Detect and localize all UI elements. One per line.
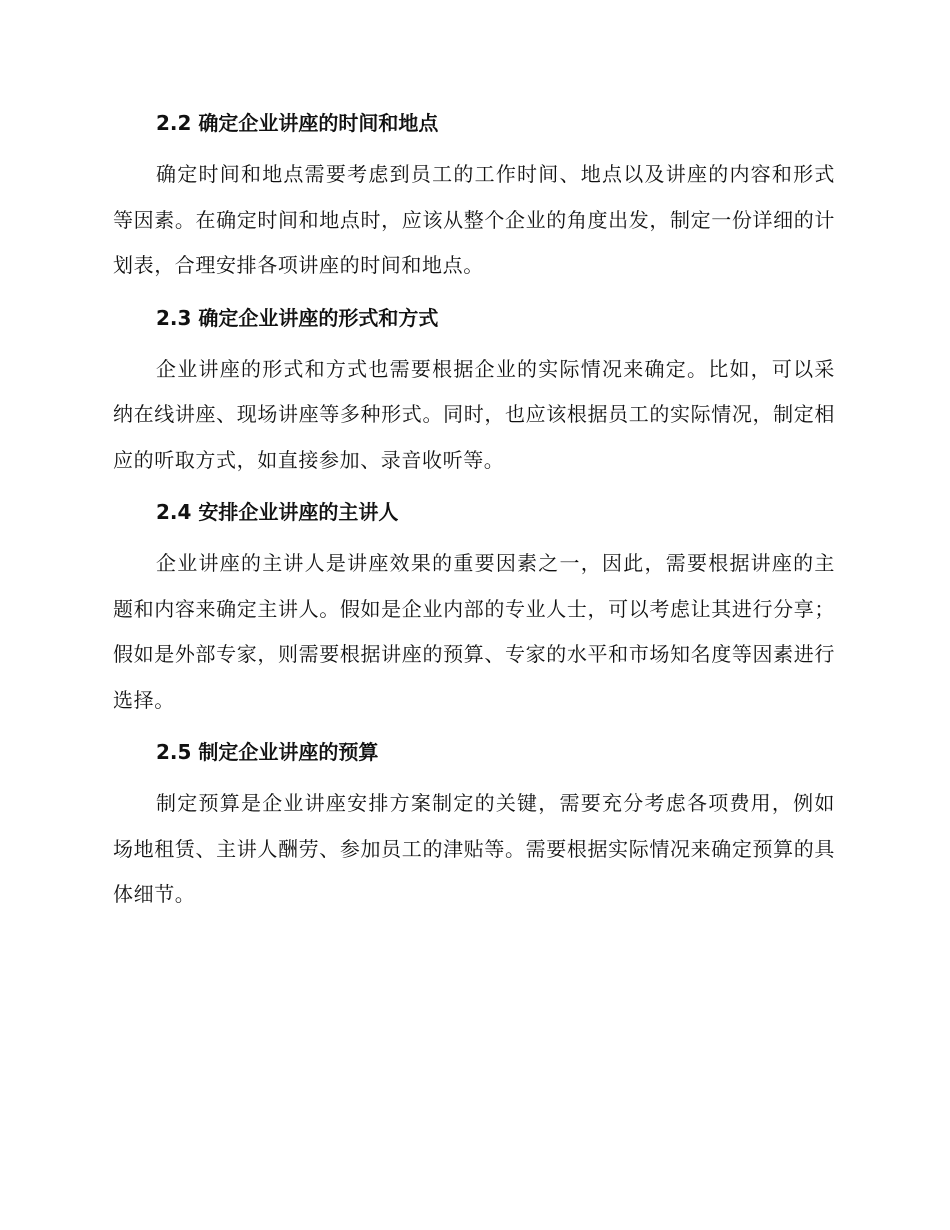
section-2-2 (113, 108, 835, 289)
document-content (113, 108, 835, 932)
section-paragraph: 企业讲座的形式和方式也需要根据企业的实际情况来确定。比如，可以采纳在线讲座、现场讲座等多种形式。同时，也应该根据员工的实际情况，制定相应的听取方式，如直接参加、录音收听等。 (113, 356, 835, 472)
section-paragraph: 确定时间和地点需要考虑到员工的工作时间、地点以及讲座的内容和形式等因素。在确定时间和地点时，应该从整个企业的角度出发，制定一份详细的计划表，合理安排各项讲座的时间和地点。 (113, 162, 835, 277)
section-heading: 2.5 制定企业讲座的预算 (156, 740, 379, 764)
section-paragraph: 制定预算是企业讲座安排方案制定的关键，需要充分考虑各项费用，例如场地租赁、主讲人酬劳、参加员工的津贴等。需要根据实际情况来确定预算的具体细节。 (113, 791, 835, 906)
section-2-4 (113, 497, 835, 723)
section-2-5 (113, 737, 835, 918)
section-heading: 2.4 安排企业讲座的主讲人 (156, 500, 399, 524)
section-2-3 (113, 303, 835, 484)
section-heading: 2.3 确定企业讲座的形式和方式 (156, 305, 439, 330)
section-heading: 2.2 确定企业讲座的时间和地点 (156, 111, 439, 135)
section-paragraph: 企业讲座的主讲人是讲座效果的重要因素之一，因此，需要根据讲座的主题和内容来确定主讲人。假如是企业内部的专业人士，可以考虑让其进行分享；假如是外部专家，则需要根据讲座的预算、专家的水平和市场知名度等因素进行选择。 (113, 551, 835, 712)
